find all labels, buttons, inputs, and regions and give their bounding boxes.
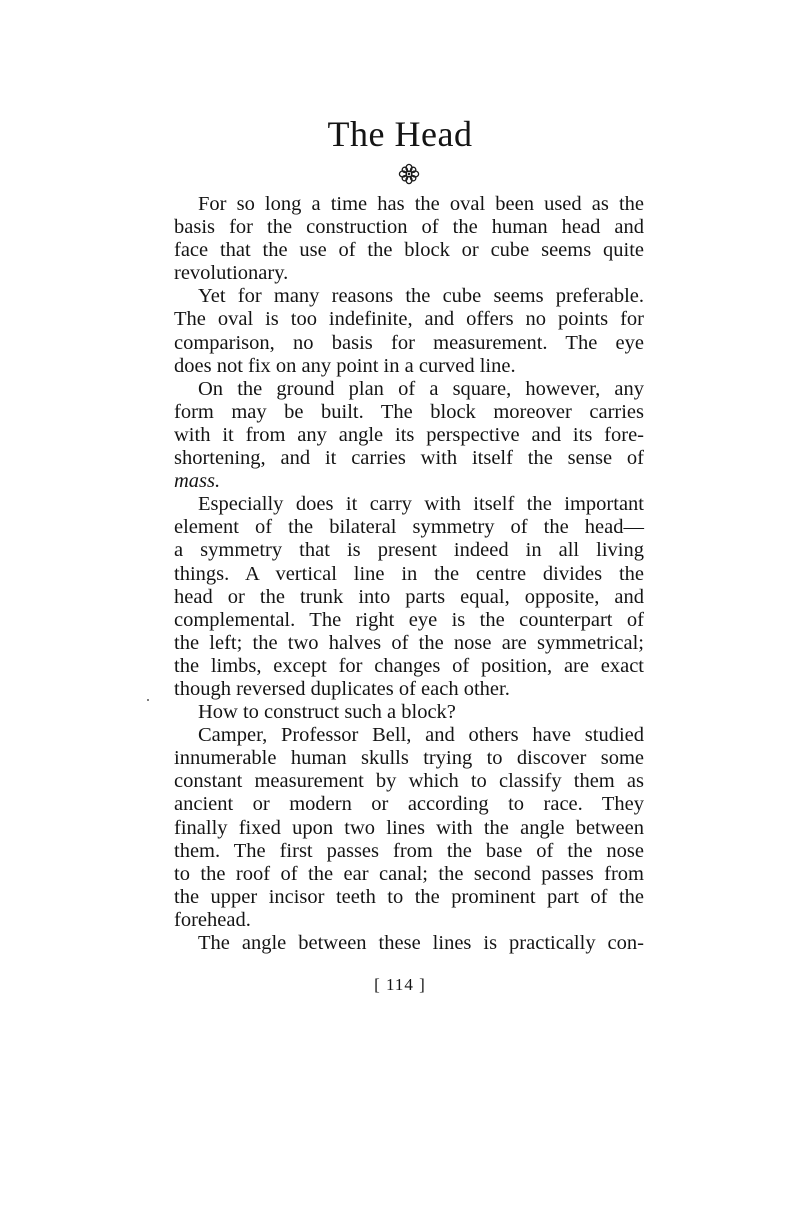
text-line: head or the trunk into parts equal, opposite, and xyxy=(174,585,644,608)
text-line: How to construct such a block? xyxy=(198,701,456,724)
text-line: form may be built. The block moreover carries xyxy=(174,400,644,423)
text-line: basis for the construction of the human head and xyxy=(174,216,644,239)
text-line: Especially does it carry with itself the important xyxy=(198,493,644,516)
body-text xyxy=(174,193,644,955)
text-line: to the roof of the ear canal; the second passes from xyxy=(174,862,644,885)
text-line: forehead. xyxy=(174,908,251,931)
margin-speck xyxy=(147,699,149,701)
paragraph xyxy=(174,378,644,493)
text-line: Camper, Professor Bell, and others have studied xyxy=(198,724,644,747)
text-line: a symmetry that is present indeed in all living xyxy=(174,539,644,562)
paragraph xyxy=(174,193,644,285)
text-line: The angle between these lines is practically con- xyxy=(198,932,644,954)
text-line: The oval is too indefinite, and offers no points for xyxy=(174,308,644,331)
text-line: does not fix on any point in a curved line. xyxy=(174,354,516,377)
text-line: shortening, and it carries with itself the sense of xyxy=(174,447,644,470)
paragraph xyxy=(174,724,644,932)
page-number: [ 114 ] xyxy=(374,975,426,994)
text-line: For so long a time has the oval been used as the xyxy=(198,193,644,215)
text-line: On the ground plan of a square, however, any xyxy=(198,377,644,400)
page-title: The Head xyxy=(327,114,473,154)
text-line: constant measurement by which to classify them as xyxy=(174,770,644,793)
text-line: face that the use of the block or cube seems quite xyxy=(174,239,644,262)
text-line: ancient or modern or according to race. They xyxy=(174,793,644,816)
paragraph xyxy=(174,285,644,377)
text-line: the upper incisor teeth to the prominent part of the xyxy=(174,885,644,908)
text-line: though reversed duplicates of each other. xyxy=(174,677,510,700)
paragraph xyxy=(174,932,644,955)
paragraph xyxy=(174,493,644,701)
paragraph xyxy=(174,701,644,724)
text-line: them. The first passes from the base of the nose xyxy=(174,839,644,862)
text-line: element of the bilateral symmetry of the head— xyxy=(174,516,644,539)
text-line: Yet for many reasons the cube seems preferable. xyxy=(198,285,644,308)
text-line: comparison, no basis for measurement. The eye xyxy=(174,331,644,354)
rosette-ornament-icon xyxy=(398,163,420,185)
text-line: with it from any angle its perspective and its fore- xyxy=(174,423,644,446)
italic-text-line: mass. xyxy=(174,470,221,493)
text-line: the left; the two halves of the nose are symmetrical; xyxy=(174,631,644,654)
text-line: revolutionary. xyxy=(174,262,289,285)
text-line: finally fixed upon two lines with the angle between xyxy=(174,816,644,839)
text-line: things. A vertical line in the centre divides the xyxy=(174,562,644,585)
text-line: the limbs, except for changes of position, are exact xyxy=(174,654,644,677)
text-line: complemental. The right eye is the counterpart of xyxy=(174,608,644,631)
text-line: innumerable human skulls trying to discover some xyxy=(174,747,644,770)
